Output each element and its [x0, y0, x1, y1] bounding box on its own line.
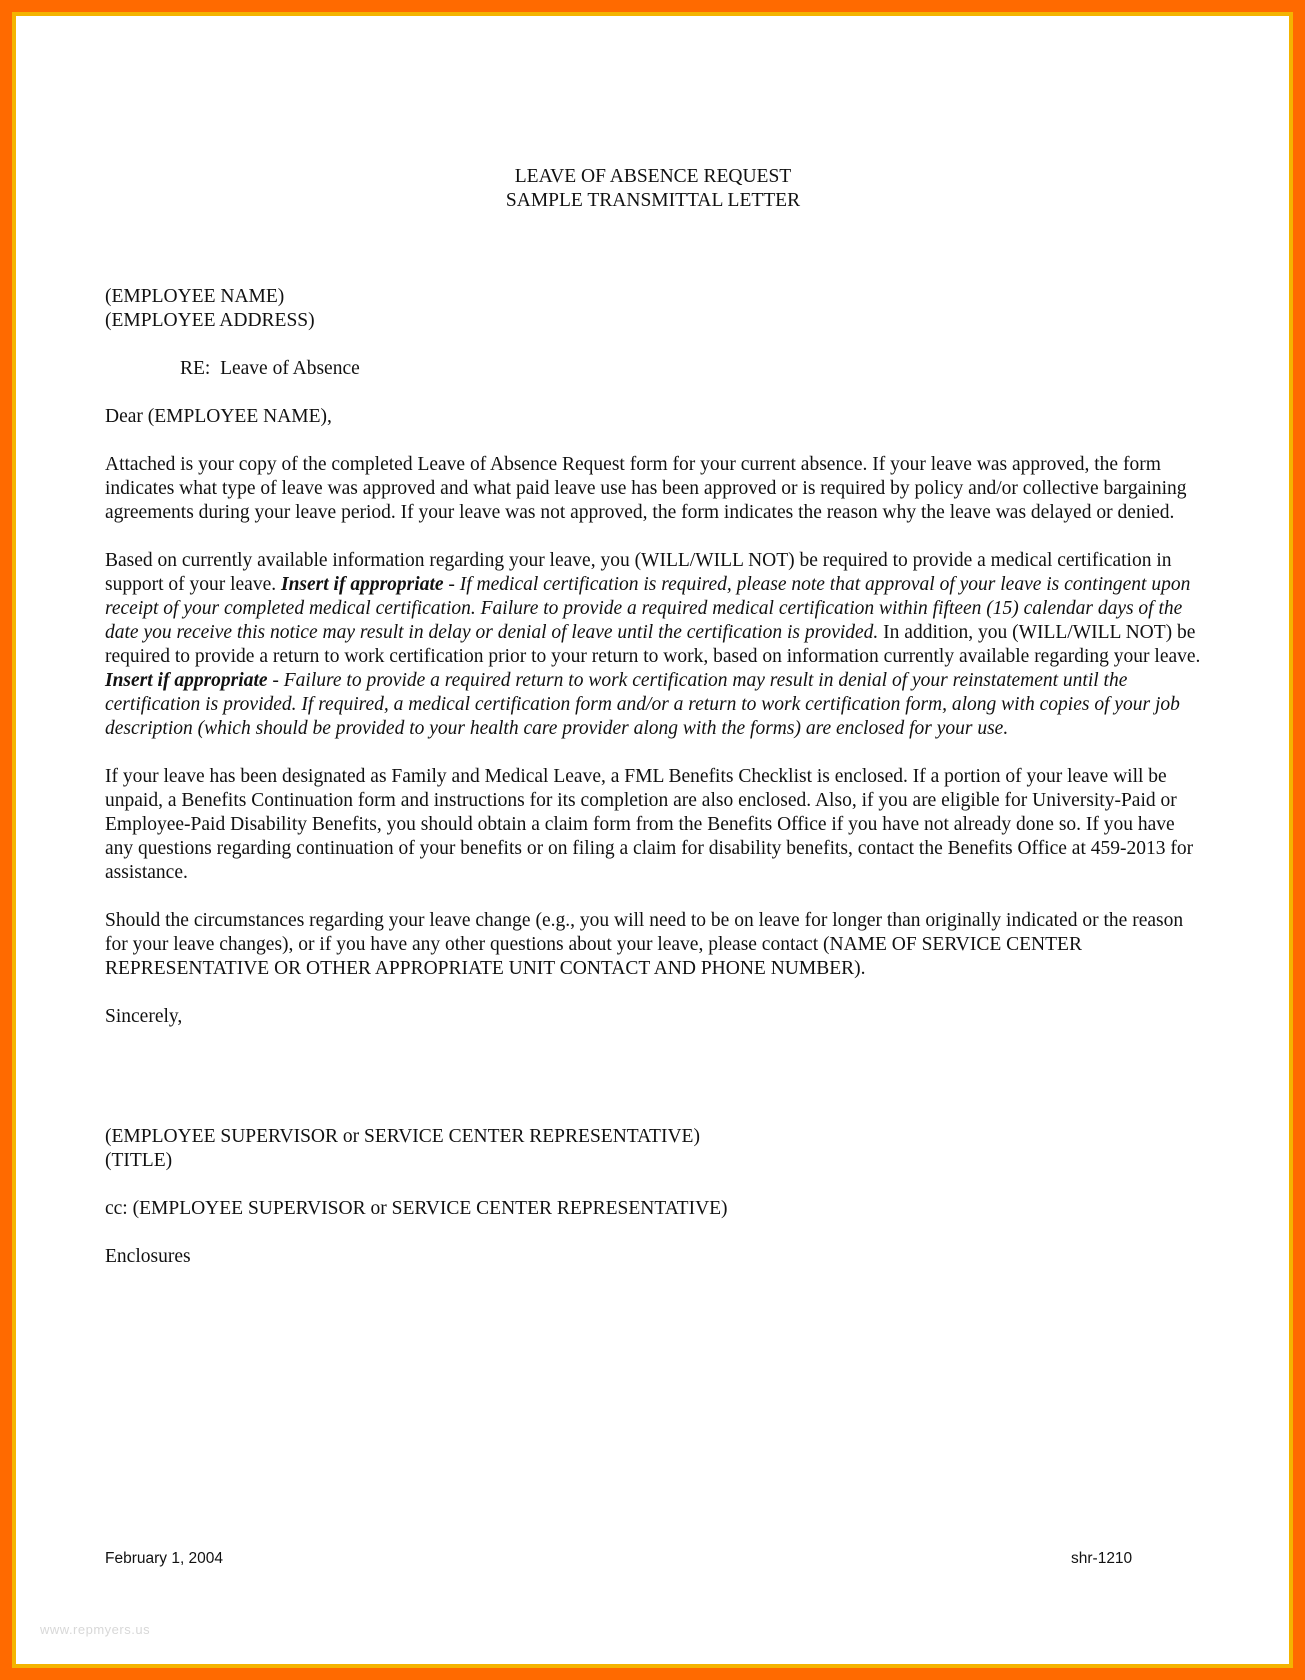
recipient-address-block: [105, 285, 1205, 333]
signature-block: [105, 1125, 1205, 1173]
document-title: [105, 165, 1201, 213]
title-line-1: LEAVE OF ABSENCE REQUEST: [514, 166, 792, 187]
employee-name: (EMPLOYEE NAME): [105, 286, 285, 307]
signatory-name: (EMPLOYEE SUPERVISOR or SERVICE CENTER REPRESENTATIVE): [105, 1126, 700, 1147]
subject-line: RE: Leave of Absence: [180, 358, 360, 379]
signatory-title: (TITLE): [105, 1150, 173, 1171]
para2-italic-1: - If medical certification is required, please note that approval of your leave is contingent upon receipt of your completed medical certification. Failure to provide a required medical certification within fifteen (15) calendar days of the date you receive this notice may result in delay or denial of leave until the certification is provided.: [105, 574, 1191, 643]
para2-italic-2: - Failure to provide a required return to work certification may result in denial of your reinstatement until the certification is provided. If required, a medical certification form and/or a return to work certification form, along with copies of your job description (which should be provided to your health care provider along with the forms) are enclosed for your use.: [105, 670, 1180, 739]
title-line-2: SAMPLE TRANSMITTAL LETTER: [505, 190, 801, 211]
para2-text-2: In addition, you (WILL/WILL NOT) be required to provide a return to work certification prior to your return to work, based on information currently available regarding your leave.: [105, 622, 1201, 667]
enclosures-line: Enclosures: [105, 1246, 191, 1267]
closing: Sincerely,: [105, 1006, 183, 1027]
watermark: www.repmyers.us: [40, 1622, 151, 1637]
paragraph-medical-certification: [105, 549, 1205, 741]
salutation: Dear (EMPLOYEE NAME),: [105, 406, 332, 427]
paragraph-contact: Should the circumstances regarding your leave change (e.g., you will need to be on leave for longer than originally indicated or the reason for your leave changes), or if you have any other questions about your leave, please contact (NAME OF SERVICE CENTER REPRESENTATIVE OR OTHER APPROPRIATE UNIT CONTACT AND PHONE NUMBER).: [105, 910, 1184, 979]
para2-text-1: Based on currently available information regarding your leave, you (WILL/WILL NOT) be required to provide a medical certification in support of your leave.: [105, 550, 1172, 595]
letter-body: [105, 165, 1205, 1269]
insert-if-appropriate-label-2: Insert if appropriate: [105, 670, 268, 691]
cc-line: cc: (EMPLOYEE SUPERVISOR or SERVICE CENTER REPRESENTATIVE): [105, 1198, 728, 1219]
paragraph-attached-copy: Attached is your copy of the completed Leave of Absence Request form for your current absence. If your leave was approved, the form indicates what type of leave was approved and what paid leave use has been approved or is required by policy and/or collective bargaining agreements during your leave period. If your leave was not approved, the form indicates the reason why the leave was delayed or denied.: [105, 454, 1187, 523]
footer-date: February 1, 2004: [105, 1550, 224, 1567]
employee-address: (EMPLOYEE ADDRESS): [105, 310, 315, 331]
footer-form-code: shr-1210: [1071, 1550, 1133, 1567]
paragraph-fml-benefits: If your leave has been designated as Family and Medical Leave, a FML Benefits Checklist is enclosed. If a portion of your leave will be unpaid, a Benefits Continuation form and instructions for its completion are also enclosed. Also, if you are eligible for University-Paid or Employee-Paid Disability Benefits, you should obtain a claim form from the Benefits Office if you have not already done so. If you have any questions regarding continuation of your benefits or on filing a claim for disability benefits, contact the Benefits Office at 459-2013 for assistance.: [105, 766, 1194, 883]
insert-if-appropriate-label-1: Insert if appropriate: [281, 574, 444, 595]
